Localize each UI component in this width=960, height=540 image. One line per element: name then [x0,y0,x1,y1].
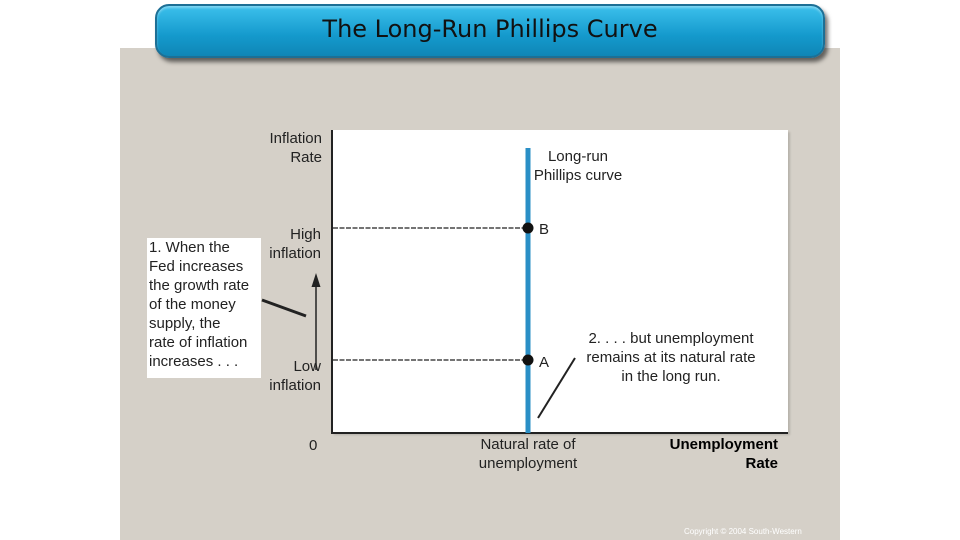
copyright-notice: Copyright © 2004 South-Western [684,527,802,536]
curve-label-line2: Phillips curve [533,167,623,184]
right-annotation-box [576,327,766,391]
high-inflation-line1: High [290,226,321,243]
x-axis-label-line2: Rate [745,455,778,472]
left-callout-pointer [262,300,306,316]
natural-rate-label [468,435,588,473]
point-b-marker [523,223,534,234]
point-a-label: A [539,354,550,371]
origin-label: 0 [309,437,318,454]
left-annotation-box [147,238,261,378]
x-axis-label-line1: Unemployment [669,436,778,453]
natural-rate-line2: unemployment [478,455,578,472]
left-annotation-line: the growth rate [149,277,250,294]
right-annotation-line: in the long run. [621,368,721,385]
x-axis-label [640,435,778,473]
low-inflation-line2: inflation [269,377,321,394]
inflation-arrow-head [312,273,321,287]
natural-rate-line1: Natural rate of [480,436,576,453]
left-annotation-line: of the money [149,296,236,313]
left-annotation-line: increases . . . [149,353,239,370]
y-axis-label [232,129,322,167]
point-b-label: B [539,221,550,238]
slide-title: The Long-Run Phillips Curve [322,15,658,43]
left-annotation-line: Fed increases [149,258,244,275]
y-axis-label-line1: Inflation [269,130,322,147]
curve-label-line1: Long-run [547,148,609,165]
low-inflation-line1: Low [293,358,321,375]
left-annotation-line: supply, the [149,315,221,332]
left-annotation-line: rate of inflation [149,334,248,351]
right-annotation-line: remains at its natural rate [586,349,756,366]
y-axis-label-line2: Rate [290,149,322,166]
left-annotation-line: 1. When the [149,239,230,256]
curve-label [528,147,628,185]
right-annotation-line: 2. . . . but unemployment [588,330,754,347]
point-a-marker [523,355,534,366]
high-inflation-line2: inflation [269,245,321,262]
